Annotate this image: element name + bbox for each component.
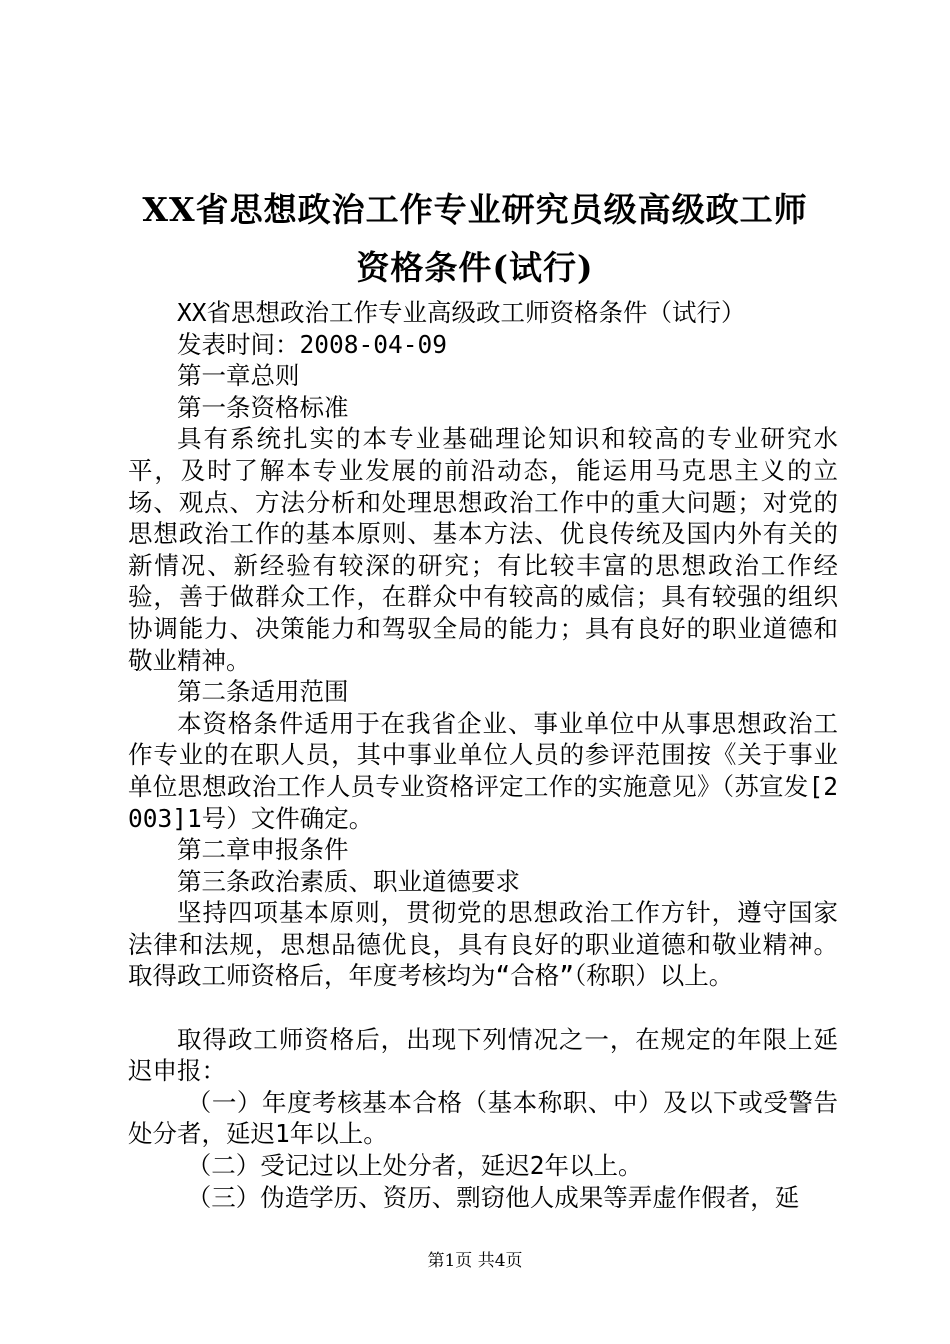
publish-date: 发表时间：2008-04-09: [177, 329, 448, 359]
body-paragraph: 具有系统扎实的本专业基础理论知识和较高的专业研究水平，及时了解本专业发展的前沿动态，能运用马克思主义的立场、观点、方法分析和处理思想政治工作中的重大问题；对党的思想政治工作的基本原则、基本方法、优良传统及国内外有关的新情况、新经验有较深的研究；有比较丰富的思想政治工作经验，善于做群众工作，在群众中有较高的威信；具有较强的组织协调能力、决策能力和驾驭全局的能力；具有良好的职业道德和敬业精神。: [128, 424, 838, 675]
document-title-line-1: XX省思想政治工作专业研究员级高级政工师: [142, 190, 808, 229]
article-heading: 第一条资格标准: [177, 392, 349, 422]
subtitle: XX省思想政治工作专业高级政工师资格条件（试行）: [177, 298, 746, 327]
body-paragraph: 坚持四项基本原则，贯彻党的思想政治工作方针，遵守国家法律和法规，思想品德优良，具有良好的职业道德和敬业精神。取得政工师资格后，年度考核均为“合格”（称职）以上。: [128, 898, 838, 991]
page-footer: 第1页 共4页: [427, 1251, 523, 1271]
article-heading: 第二条适用范围: [177, 677, 349, 707]
document-title-line-2: 资格条件(试行): [356, 248, 594, 287]
article-heading: 第三条政治素质、职业道德要求: [177, 866, 520, 896]
list-item: （三）伪造学历、资历、剽窃他人成果等弄虚作假者，延: [186, 1182, 800, 1212]
list-item: （二）受记过以上处分者，延迟2年以上。: [186, 1151, 643, 1181]
document-body: [128, 297, 838, 1213]
chapter-heading: 第一章总则: [177, 361, 300, 391]
body-paragraph: 本资格条件适用于在我省企业、事业单位中从事思想政治工作专业的在职人员，其中事业单位人员的参评范围按《关于事业单位思想政治工作人员专业资格评定工作的实施意见》（苏宣发[2003]1号）文件确定。: [128, 708, 838, 833]
chapter-heading: 第二章申报条件: [177, 835, 349, 865]
list-item: （一）年度考核基本合格（基本称职、中）及以下或受警告处分者，延迟1年以上。: [128, 1087, 838, 1149]
body-paragraph: 取得政工师资格后，出现下列情况之一，在规定的年限上延迟申报：: [128, 1024, 838, 1086]
